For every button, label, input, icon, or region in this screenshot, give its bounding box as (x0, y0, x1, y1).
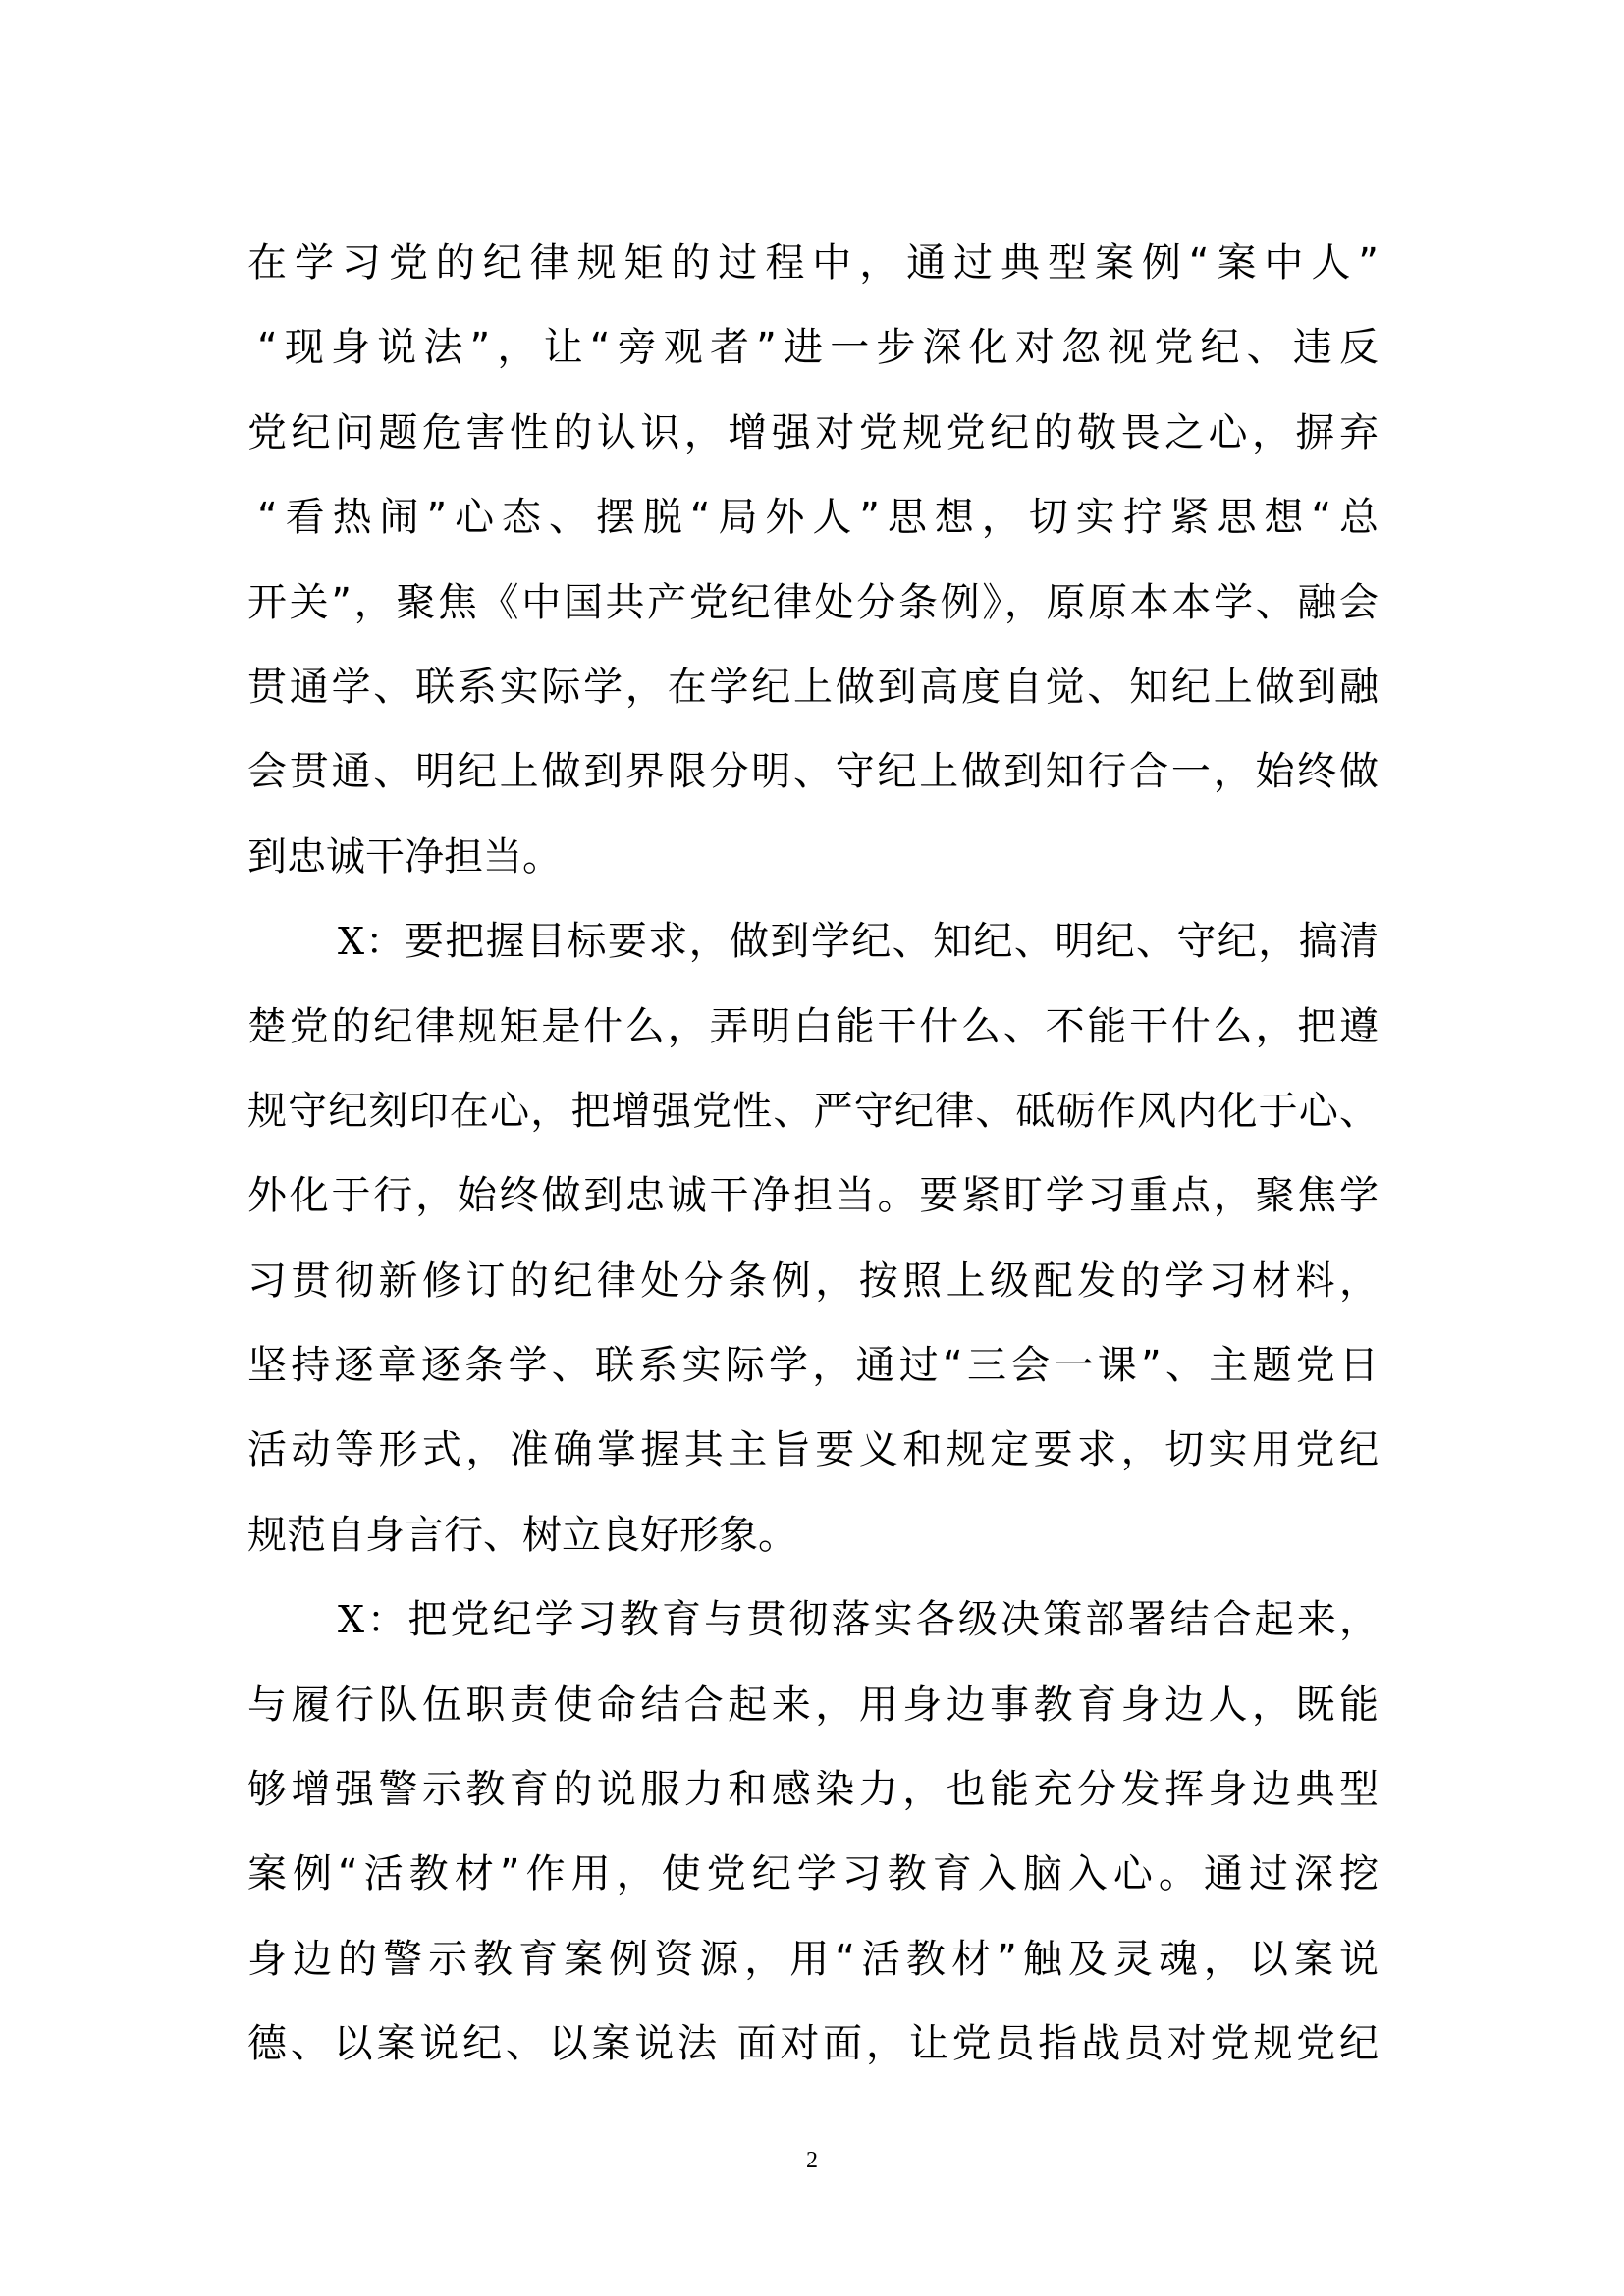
speaker-label: X： (338, 920, 405, 964)
text-span: 要把握目标要求，做到学纪、知纪、明纪、守纪，搞清 (404, 919, 1380, 965)
text-line: 与履行队伍职责使命结合起来，用身边事教育身边人，既能 (247, 1682, 1379, 1728)
text-line: 开关”，聚焦《中国共产党纪律处分条例》，原原本本学、融会 (247, 579, 1379, 625)
text-line: 案例“活教材”作用，使党纪学习教育入脑入心。通过深挖 (247, 1851, 1379, 1897)
text-line: 规守纪刻印在心，把增强党性、严守纪律、砥砺作风内化于心、 (247, 1088, 1379, 1134)
text-line: 规范自身言行、树立良好形象。 (247, 1512, 797, 1558)
text-line: 贯通学、联系实际学，在学纪上做到高度自觉、知纪上做到融 (247, 664, 1379, 710)
text-line: 党纪问题危害性的认识，增强对党规党纪的敬畏之心，摒弃 (247, 409, 1379, 455)
text-line: 在学习党的纪律规矩的过程中，通过典型案例“案中人” (247, 240, 1379, 286)
text-line: 够增强警示教育的说服力和感染力，也能充分发挥身边典型 (247, 1767, 1379, 1813)
text-line: 会贯通、明纪上做到界限分明、守纪上做到知行合一，始终做 (247, 749, 1379, 795)
paragraph-first-line (247, 904, 1379, 988)
text-line: 到忠诚干净担当。 (247, 833, 562, 880)
paragraph-first-line (247, 1582, 1379, 1667)
speaker-label: X： (338, 1598, 408, 1642)
text-line: 坚持逐章逐条学、联系实际学，通过“三会一课”、主题党日 (247, 1343, 1379, 1389)
text-line: 德、以案说纪、以案说法 面对面，让党员指战员对党规党纪 (247, 2021, 1379, 2067)
text-line: “看热闹”心态、摆脱“局外人”思想，切实拧紧思想“总 (257, 495, 1379, 541)
text-line: 身边的警示教育案例资源，用“活教材”触及灵魂，以案说 (247, 1936, 1379, 1982)
text-line: “现身说法”，让“旁观者”进一步深化对忽视党纪、违反 (257, 325, 1379, 371)
text-line: 外化于行，始终做到忠诚干净担当。要紧盯学习重点，聚焦学 (247, 1173, 1379, 1219)
text-line: 活动等形式，准确掌握其主旨要义和规定要求，切实用党纪 (247, 1427, 1379, 1473)
body-text (247, 226, 1379, 2092)
text-span: 把党纪学习教育与贯彻落实各级决策部署结合起来， (407, 1597, 1380, 1643)
page-number: 2 (806, 2148, 818, 2173)
text-line: 楚党的纪律规矩是什么，弄明白能干什么、不能干什么，把遵 (247, 1003, 1379, 1049)
text-line: 习贯彻新修订的纪律处分条例，按照上级配发的学习材料， (247, 1257, 1379, 1304)
